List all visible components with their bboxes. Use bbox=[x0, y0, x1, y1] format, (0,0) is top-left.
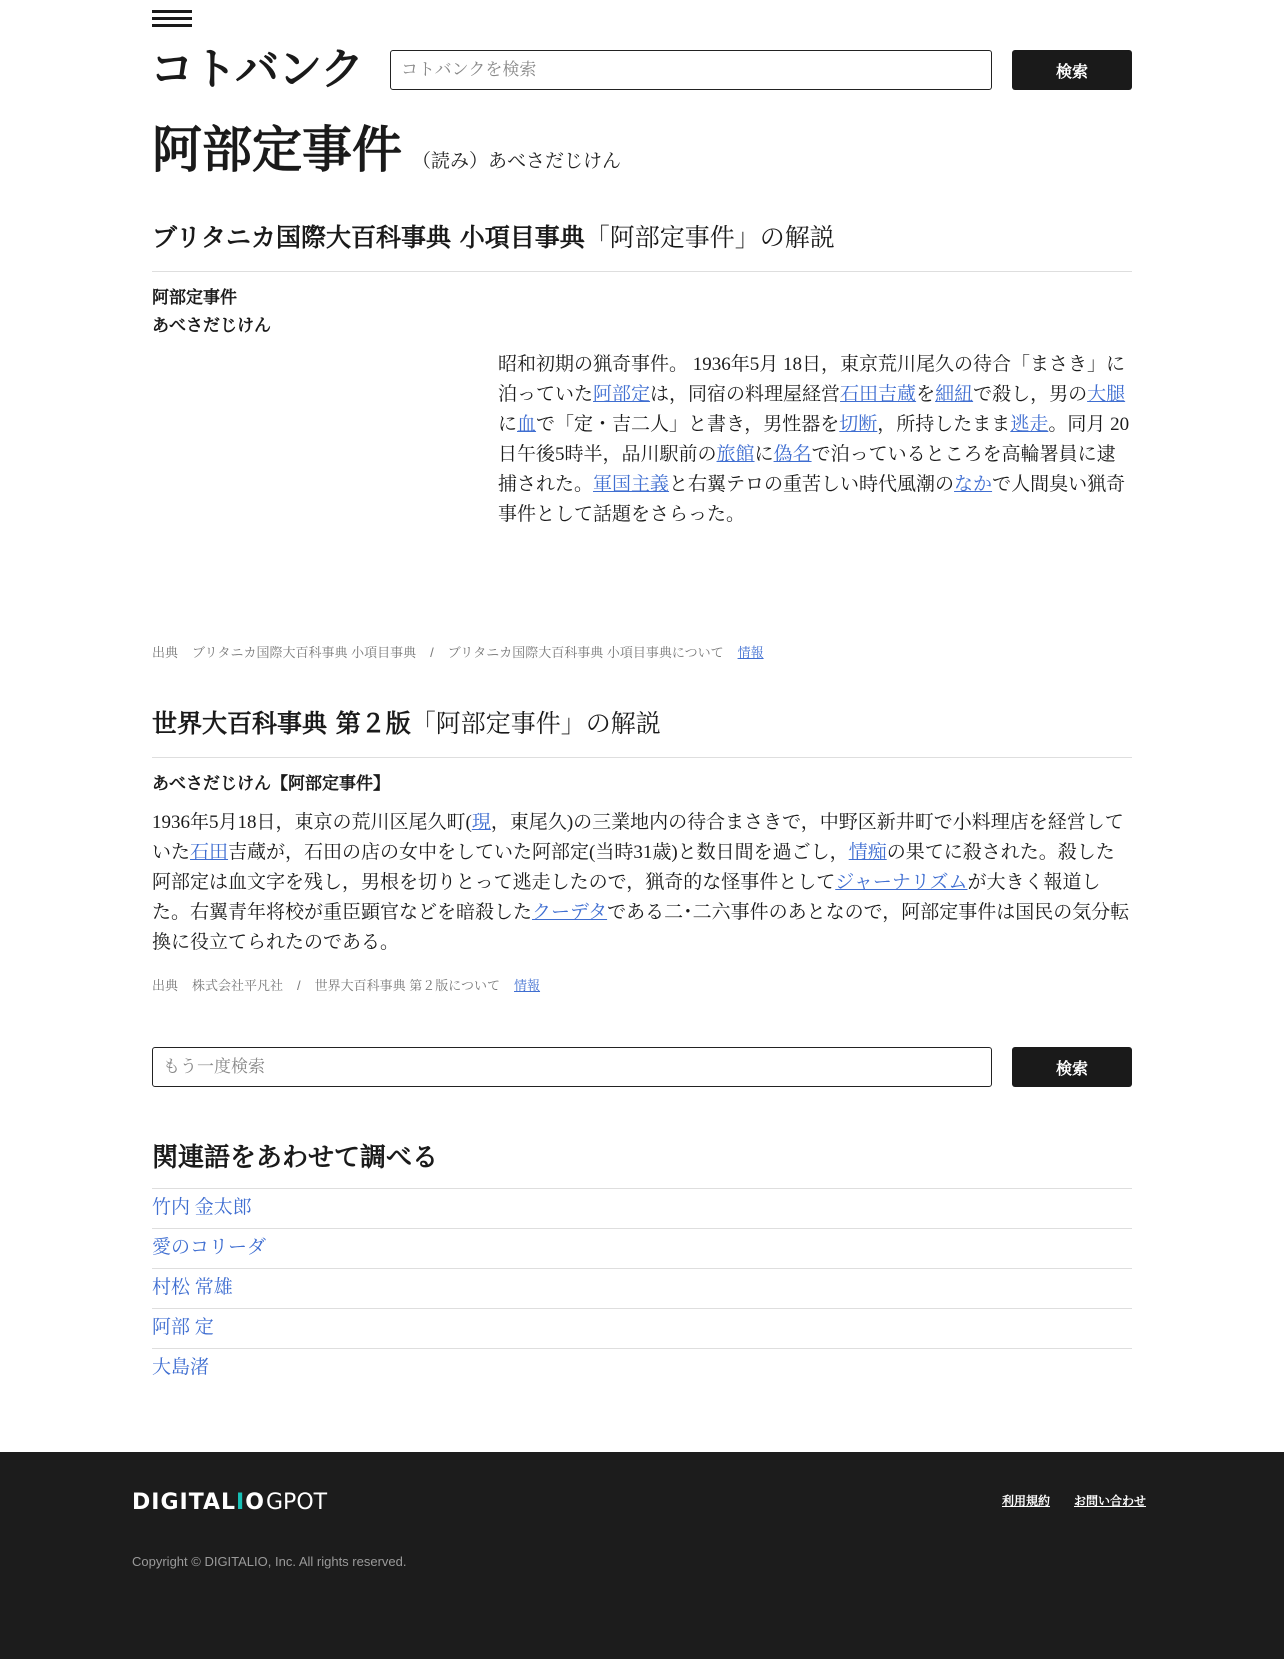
source-info-link[interactable]: 情報 bbox=[737, 645, 764, 660]
heibonsha-term: あべさだじけん【阿部定事件】 bbox=[152, 774, 390, 794]
link-daitai[interactable]: 大腿 bbox=[1087, 384, 1126, 405]
body-text: を bbox=[916, 384, 936, 405]
list-item bbox=[152, 1268, 1132, 1308]
list-item bbox=[152, 1228, 1132, 1268]
source-name: ブリタニカ国際大百科事典 小項目事典 bbox=[192, 645, 417, 660]
gpot-logo[interactable]: GPOT bbox=[266, 1490, 328, 1515]
source-info-link[interactable]: 情報 bbox=[514, 978, 541, 993]
body-text: ，所持したまま bbox=[877, 414, 1011, 435]
link-chi[interactable]: 血 bbox=[517, 414, 537, 435]
body-text: は，同宿の料理屋経営 bbox=[650, 384, 841, 405]
body-text: と右翼テロの重苦しい時代風潮の bbox=[669, 474, 955, 495]
terms-link[interactable]: 利用規約 bbox=[1002, 1494, 1051, 1508]
source-about: ブリタニカ国際大百科事典 小項目事典について bbox=[447, 645, 724, 660]
link-gen[interactable]: 現 bbox=[471, 812, 491, 833]
body-text: が大きく報道した。右翼青年将校が重臣顕官などを暗殺した bbox=[152, 872, 1101, 923]
search-input[interactable] bbox=[390, 50, 992, 90]
body-text: で「定・吉二人」と書き，男性器を bbox=[536, 414, 840, 435]
related-link[interactable]: 村松 常雄 bbox=[152, 1277, 233, 1298]
link-coup-detat[interactable]: クーデタ bbox=[532, 902, 608, 923]
site-logo[interactable]: コトバンク bbox=[150, 44, 364, 95]
footer bbox=[0, 1452, 1284, 1659]
link-naka[interactable]: なか bbox=[954, 474, 993, 495]
body-text: に bbox=[754, 444, 774, 465]
copyright: Copyright © DIGITALIO, Inc. All rights reserved. bbox=[132, 1554, 407, 1569]
dictionary-name: 世界大百科事典 第２版 bbox=[152, 709, 411, 738]
source-about: 世界大百科事典 第２版について bbox=[314, 978, 501, 993]
heibonsha-body bbox=[152, 808, 1132, 958]
related-list bbox=[152, 1188, 1132, 1388]
heibonsha-heading bbox=[152, 704, 1132, 758]
search-button[interactable]: 検索 bbox=[1012, 50, 1132, 90]
britannica-heading bbox=[152, 218, 1132, 272]
source-label: 出典 bbox=[152, 978, 179, 993]
source-separator: / bbox=[297, 978, 301, 993]
link-jouchi[interactable]: 情痴 bbox=[848, 842, 887, 863]
body-text: 吉蔵が，石田の店の女中をしていた阿部定(当時31歳)と数日間を過ごし， bbox=[228, 842, 849, 863]
britannica-body bbox=[498, 350, 1132, 530]
heading-suffix: 「阿部定事件」の解説 bbox=[584, 225, 835, 252]
menu-icon[interactable] bbox=[152, 10, 192, 30]
search-again-button[interactable]: 検索 bbox=[1012, 1047, 1132, 1087]
body-text: である二･二六事件のあとなので，阿部定事件は国民の気分転換に役立てられたのである。 bbox=[152, 902, 1130, 953]
britannica-source bbox=[152, 642, 764, 661]
link-abesada[interactable]: 阿部定 bbox=[593, 384, 651, 405]
dictionary-name: ブリタニカ国際大百科事典 小項目事典 bbox=[152, 223, 585, 252]
search-again-input[interactable] bbox=[152, 1047, 992, 1087]
body-text: 昭和初期の猟奇事件。 1936年5月 18日，東京荒川尾久の待合「まさき」に泊っていた bbox=[498, 354, 1126, 405]
source-label: 出典 bbox=[152, 645, 179, 660]
logo-text: I bbox=[236, 1490, 246, 1515]
entry-reading: あべさだじけん bbox=[152, 316, 271, 336]
heibonsha-source bbox=[152, 975, 540, 994]
list-item bbox=[152, 1308, 1132, 1348]
body-text: で殺し，男の bbox=[973, 384, 1088, 405]
logo-text: O bbox=[245, 1490, 265, 1515]
related-link[interactable]: 大島渚 bbox=[152, 1357, 210, 1378]
source-name: 株式会社平凡社 bbox=[192, 978, 284, 993]
related-link[interactable]: 愛のコリーダ bbox=[152, 1237, 267, 1258]
link-ryokan[interactable]: 旅館 bbox=[716, 444, 755, 465]
heading-suffix: 「阿部定事件」の解説 bbox=[410, 711, 661, 738]
related-link[interactable]: 竹内 金太郎 bbox=[152, 1197, 252, 1218]
link-tousou[interactable]: 逃走 bbox=[1010, 414, 1049, 435]
link-gimei[interactable]: 偽名 bbox=[773, 444, 812, 465]
body-text: で泊っているところを高輪署員に逮捕された。 bbox=[498, 444, 1116, 495]
contact-link[interactable]: お問い合わせ bbox=[1074, 1494, 1147, 1508]
digitalio-logo[interactable] bbox=[132, 1490, 265, 1515]
link-ishida[interactable]: 石田 bbox=[190, 842, 229, 863]
list-item bbox=[152, 1348, 1132, 1388]
body-text: 1936年5月18日，東京の荒川区尾久町( bbox=[152, 812, 472, 833]
body-text: で人間臭い猟奇事件として話題をさらった。 bbox=[498, 474, 1126, 525]
related-link[interactable]: 阿部 定 bbox=[152, 1317, 214, 1338]
link-hosohimo[interactable]: 細紐 bbox=[935, 384, 974, 405]
list-item bbox=[152, 1188, 1132, 1228]
britannica-term-block bbox=[152, 284, 271, 340]
link-ishida-kichizo[interactable]: 石田吉蔵 bbox=[840, 384, 917, 405]
link-journalism[interactable]: ジャーナリズム bbox=[835, 872, 968, 893]
body-text: ，東尾久)の三業地内の待合まさきで，中野区新井町で小料理店を経営していた bbox=[152, 812, 1124, 863]
related-title: 関連語をあわせて調べる bbox=[152, 1143, 439, 1173]
body-text: 。同月 20日午後5時半，品川駅前の bbox=[498, 414, 1130, 465]
body-text: の果てに殺された。殺した阿部定は血文字を残し，男根を切りとって逃走したので，猟奇的な怪事件として bbox=[152, 842, 1115, 893]
term-title: 阿部定事件 bbox=[152, 121, 402, 179]
body-text: に bbox=[498, 414, 518, 435]
term-reading: （読み）あべさだじけん bbox=[412, 151, 622, 172]
entry-term: 阿部定事件 bbox=[152, 288, 237, 308]
link-gunkokushugi[interactable]: 軍国主義 bbox=[593, 474, 670, 495]
source-separator: / bbox=[430, 645, 434, 660]
logo-text: DIGITAL bbox=[132, 1490, 237, 1515]
link-setsudan[interactable]: 切断 bbox=[839, 414, 878, 435]
page-title bbox=[152, 118, 621, 194]
